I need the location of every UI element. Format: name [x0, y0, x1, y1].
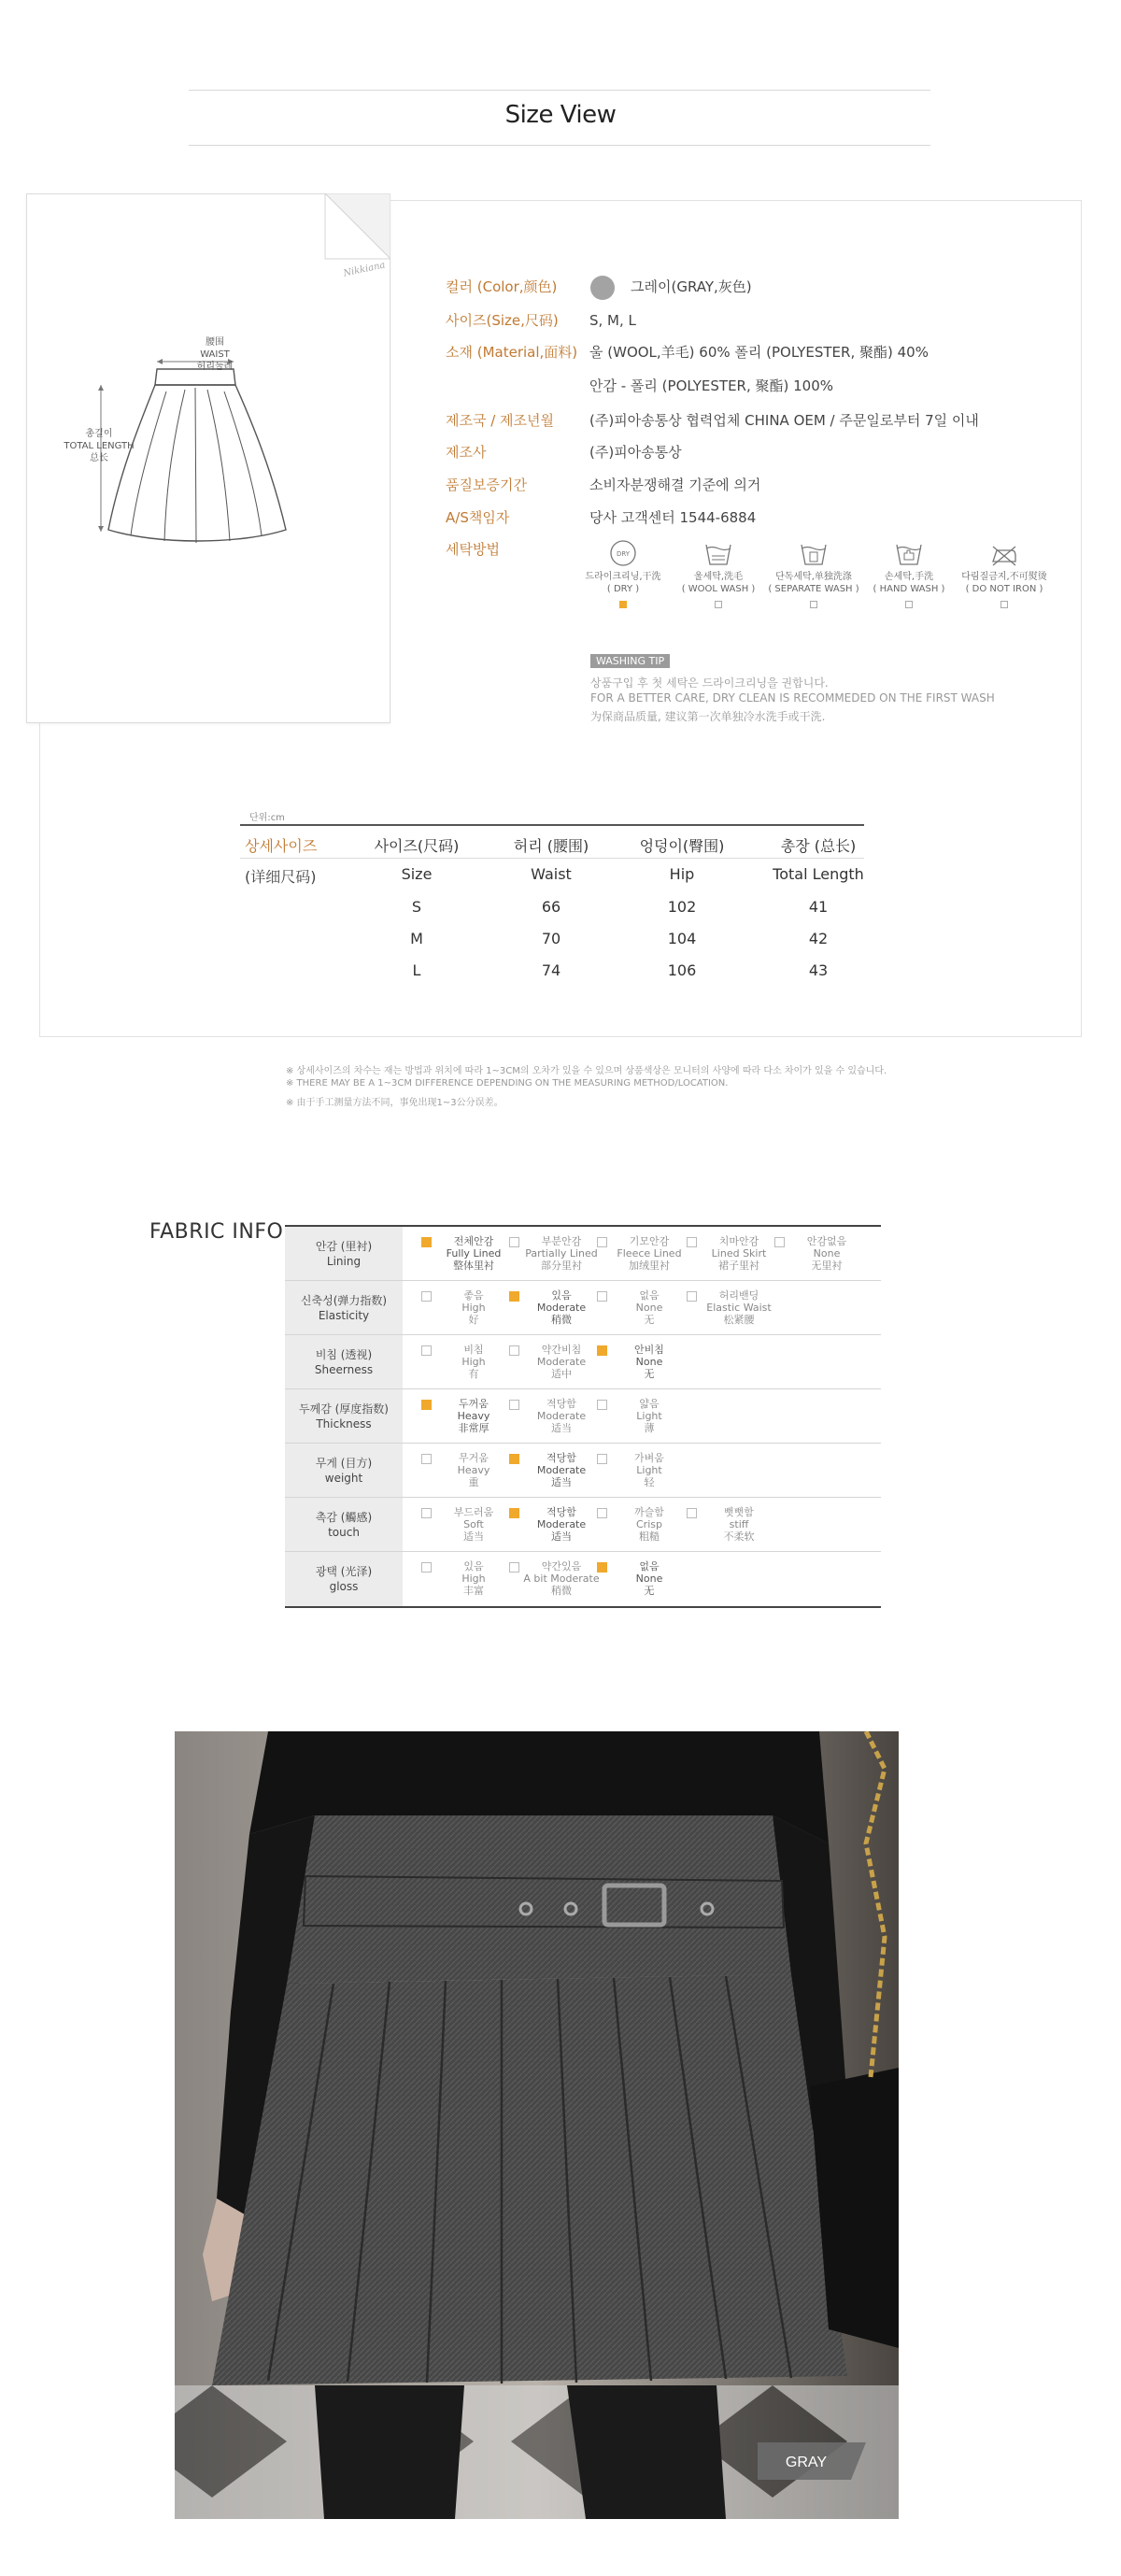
- size-header-size: 사이즈(尺码): [374, 837, 460, 855]
- fabric-info-table: [285, 1225, 881, 1608]
- info-warranty-label: 품질보증기간: [446, 477, 527, 493]
- fabric-row-head: 광택 (光泽) gloss: [285, 1552, 403, 1606]
- size-table-label-zh: (详细尺码): [245, 868, 317, 886]
- info-wash-label: 세탁방법: [446, 541, 500, 558]
- length-label: 총길이 TOTAL LENGTH 总长: [64, 429, 135, 463]
- color-tag-text: GRAY: [785, 2455, 828, 2470]
- wash-option-wool: 울세탁,洗毛 ( WOOL WASH ): [667, 539, 770, 608]
- waist-label: 腰围 WAIST 허리둘레: [196, 337, 234, 372]
- size-table-label: 상세사이즈: [245, 837, 318, 855]
- page-title: Size View: [504, 101, 617, 129]
- fabric-row: 신축성(弹力指数) Elasticity 좋음 High 好 있음 Moderate 稍微 없음 None 无 허리밴딩 Elastic Waist 松紧腰: [285, 1281, 881, 1335]
- wash-option-separate: 단독세탁,单独洗涤 ( SEPARATE WASH ): [762, 539, 865, 608]
- note-measure-ko: ※ 상세사이즈의 차수는 재는 방법과 위치에 따라 1~3CM의 오차가 있을 수 있으며 상품색상은 모니터의 사양에 따라 다소 차이가 있을 수 있습니다.: [286, 1066, 887, 1076]
- header-bottom-rule: [189, 145, 930, 146]
- info-maker-label: 제조사: [446, 444, 487, 461]
- info-material-value: 울 (WOOL,羊毛) 60% 폴리 (POLYESTER, 聚酯) 40%: [589, 344, 929, 361]
- separate-wash-icon: [797, 539, 830, 567]
- info-as-label: A/S책임자: [446, 509, 510, 526]
- size-row-l-hip: 106: [667, 961, 697, 979]
- info-material-label: 소재 (Material,面料): [446, 344, 578, 361]
- info-origin-value: (주)피아송통상 협력업체 CHINA OEM / 주문일로부터 7일 이내: [589, 412, 979, 429]
- info-lining-value: 안감 - 폴리 (POLYESTER, 聚酯) 100%: [589, 377, 834, 394]
- info-size-label: 사이즈(Size,尺码): [446, 312, 559, 329]
- fabric-row: 두께감 (厚度指数) Thickness 두꺼움 Heavy 非常厚 적당함 Moderate 适当 얇음 Light 薄: [285, 1389, 881, 1444]
- size-header-length-en: Total Length: [773, 865, 864, 883]
- size-header-size-en: Size: [401, 865, 433, 883]
- fabric-row: 광택 (光泽) gloss 있음 High 丰富 약간있음 A bit Moderate 稍微 없음 None 无: [285, 1552, 881, 1606]
- wash-option-dry: DRY 드라이크리닝,干洗 ( DRY ): [572, 539, 674, 608]
- size-table-top-rule: [240, 824, 864, 826]
- info-maker-value: (주)피아송통상: [589, 444, 682, 461]
- size-row-l-size: L: [412, 961, 421, 979]
- do-not-iron-icon: [987, 539, 1021, 567]
- size-row-s-hip: 102: [667, 898, 697, 916]
- hand-wash-icon: [892, 539, 926, 567]
- fabric-row-head: 촉감 (觸感) touch: [285, 1498, 403, 1551]
- info-color-value: 그레이(GRAY,灰色): [631, 278, 752, 295]
- size-row-m-hip: 104: [667, 930, 697, 947]
- washing-tip-en: FOR A BETTER CARE, DRY CLEAN IS RECOMMEDED ON THE FIRST WASH: [590, 691, 995, 704]
- size-row-s-length: 41: [808, 898, 829, 916]
- fabric-row: 비침 (透视) Sheerness 비침 High 有 약간비침 Moderate 适中 안비침 None 无: [285, 1335, 881, 1389]
- wash-check-wool: [715, 601, 722, 608]
- fabric-row-head: 두께감 (厚度指数) Thickness: [285, 1389, 403, 1443]
- fabric-info-title: FABRIC INFO: [149, 1220, 284, 1244]
- info-origin-label: 제조국 / 제조년월: [446, 412, 555, 429]
- color-swatch-gray: [590, 276, 615, 300]
- size-row-l-waist: 74: [541, 961, 561, 979]
- fabric-row-head: 무게 (目方) weight: [285, 1444, 403, 1497]
- info-as-value: 당사 고객센터 1544-6884: [589, 509, 757, 526]
- wash-option-hand: 손세탁,手洗 ( HAND WASH ): [858, 539, 960, 608]
- size-table-header-rule: [240, 858, 864, 859]
- size-header-length: 총장 (总长): [780, 837, 857, 855]
- size-header-waist: 허리 (腰围): [513, 837, 589, 855]
- fabric-row-head: 비침 (透视) Sheerness: [285, 1335, 403, 1388]
- info-size-value: S, M, L: [589, 312, 636, 329]
- fabric-row-head: 신축성(弹力指数) Elasticity: [285, 1281, 403, 1334]
- wool-wash-icon: [702, 539, 735, 567]
- svg-text:DRY: DRY: [616, 550, 631, 558]
- product-photo: [175, 1731, 899, 2519]
- wash-check-hand: [905, 601, 913, 608]
- wash-check-separate: [810, 601, 817, 608]
- size-row-m-size: M: [410, 930, 423, 947]
- wash-option-no-iron: 다림질금지,不可熨烫 ( DO NOT IRON ): [953, 539, 1056, 608]
- wash-check-no-iron: [1000, 601, 1008, 608]
- size-header-waist-en: Waist: [531, 865, 572, 883]
- size-header-hip-en: Hip: [669, 865, 695, 883]
- fabric-row: 촉감 (觸感) touch 부드러움 Soft 适当 적당함 Moderate 适当 까슬함 Crisp 粗糙 뻣뻣함 stiff 不柔软: [285, 1498, 881, 1552]
- note-measure-zh: ※ 由于手工测量方法不同，事免出现1~3公分误差。: [286, 1098, 504, 1108]
- brand-signature: Nikkiana: [342, 260, 387, 279]
- size-row-m-length: 42: [808, 930, 829, 947]
- size-unit: 단위:cm: [249, 813, 285, 823]
- info-color-label: 컬러 (Color,颜色): [446, 278, 558, 295]
- washing-tip-zh: 为保商品质量, 建议第一次单独冷水洗手或干洗.: [590, 710, 826, 723]
- size-row-s-waist: 66: [541, 898, 561, 916]
- header-top-rule: [189, 90, 930, 91]
- color-tag: [758, 2442, 866, 2480]
- fabric-row: 무게 (目方) weight 무거움 Heavy 重 적당함 Moderate 适当 가벼움 Light 轻: [285, 1444, 881, 1498]
- wash-check-dry: [619, 601, 627, 608]
- info-warranty-value: 소비자분쟁해결 기준에 의거: [589, 477, 761, 493]
- size-row-m-waist: 70: [541, 930, 561, 947]
- washing-tip-badge: WASHING TIP: [590, 654, 670, 668]
- fabric-row-head: 안감 (里衬) Lining: [285, 1227, 403, 1280]
- size-header-hip: 엉덩이(臀围): [639, 837, 725, 855]
- fabric-row: 안감 (里衬) Lining 전체안감 Fully Lined 整体里衬 부분안감 Partially Lined 部分里衬 기모안감 Fleece Lined 加绒里衬 치마안감 Lined Skirt 裙子里衬 안감없음 None 无里衬: [285, 1227, 881, 1281]
- washing-tip-ko: 상품구입 후 첫 세탁은 드라이크리닝을 권합니다.: [590, 676, 829, 690]
- size-row-l-length: 43: [808, 961, 829, 979]
- note-measure-en: ※ THERE MAY BE A 1~3CM DIFFERENCE DEPENDING ON THE MEASURING METHOD/LOCATION.: [286, 1078, 729, 1089]
- size-row-s-size: S: [411, 898, 422, 916]
- dry-clean-icon: [606, 539, 640, 567]
